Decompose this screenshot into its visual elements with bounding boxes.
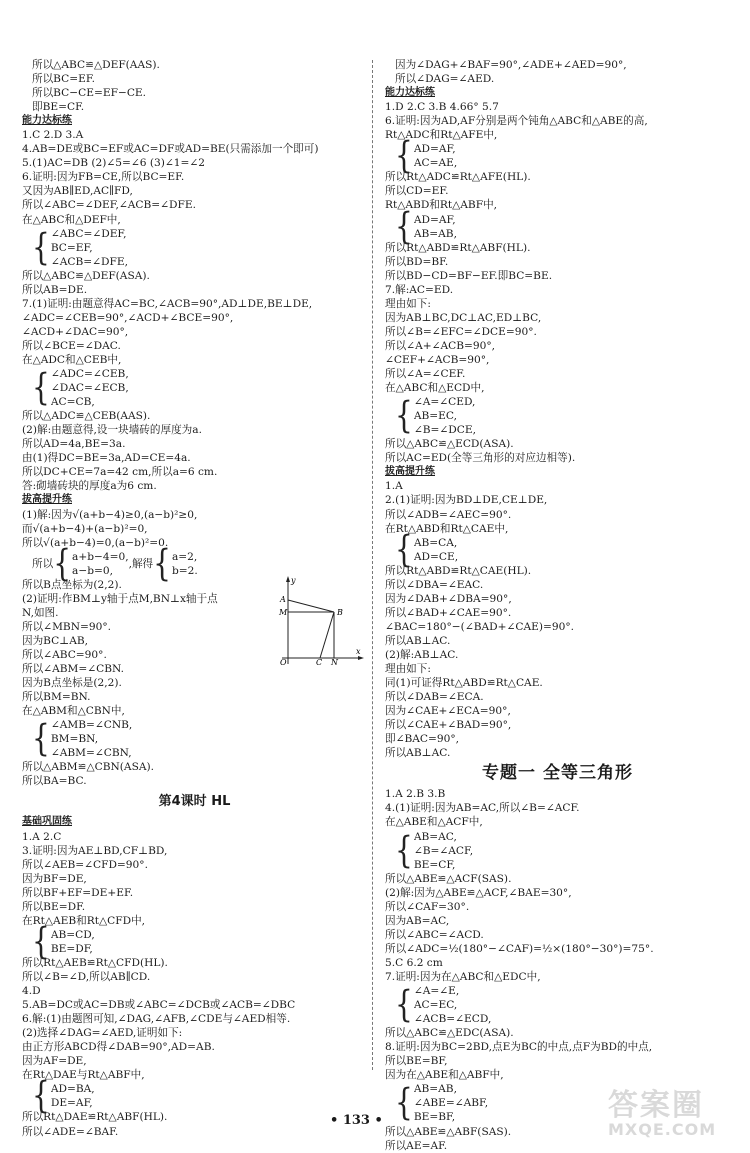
text-line: 所以BD=BF. <box>385 255 449 268</box>
text-line: 所以Rt△DAE≌Rt△ABF(HL). <box>22 1111 168 1124</box>
lblock9 <box>22 956 367 1082</box>
text-line: AD=AF, <box>413 143 456 156</box>
equation-system <box>385 830 730 872</box>
text-line: 因为AB=AC, <box>385 914 450 927</box>
text-line: AB=AB, <box>413 1083 457 1096</box>
section-heading: 基础巩固练 <box>22 816 72 828</box>
equation-system <box>22 227 367 269</box>
text-line: ∠ACD+∠DAC=90°, <box>22 325 129 338</box>
text-line: 所以∠CAF=30°. <box>385 900 470 913</box>
text-line: 所以BA=BC. <box>22 775 87 788</box>
text-line: 所以BM=BN. <box>22 691 91 704</box>
segment-BC <box>320 612 334 658</box>
text-line: ∠ABC=∠DEF, <box>50 227 127 240</box>
brace-icon: { <box>395 134 413 178</box>
lblock10 <box>22 1110 367 1138</box>
text-line: 5.C 6.2 cm <box>385 956 443 969</box>
text-line: 6.证明:因为FB=CE,所以BC=EF. <box>22 171 185 184</box>
text-line: 所以∠B=∠EFC=∠DCE=90°. <box>385 325 537 338</box>
text-line: Rt△ABD和Rt△ABF中, <box>385 199 498 212</box>
text-line: 答:砌墙砖块的厚度a为6 cm. <box>22 480 157 493</box>
text-line: (2)选择∠DAG=∠AED,证明如下: <box>22 1027 183 1040</box>
brace-icon: { <box>32 365 50 409</box>
text-line: 所以∠ABC=∠DEF,∠ACB=∠DFE. <box>22 199 196 212</box>
text-line: a−b=0, <box>72 564 113 577</box>
text-line: BM=BN, <box>50 733 99 746</box>
lblock4 <box>22 409 367 493</box>
y-axis-arrow-icon <box>286 576 290 582</box>
segment-AB <box>288 600 334 612</box>
text-line: 所以BD−CD=BF−EF.即BC=BE. <box>385 269 553 282</box>
text-line: 4.(1)证明:因为AB=AC,所以∠B=∠ACF. <box>385 802 580 815</box>
fig-label-C: C <box>316 658 323 666</box>
text-line: 在Rt△DAE与Rt△ABF中, <box>22 1069 145 1082</box>
text-line: 5.AB=DC或AC=DB或∠ABC=∠DCB或∠ACB=∠DBC <box>22 999 296 1012</box>
lblock7 <box>22 760 367 788</box>
brace-icon: { <box>32 919 50 963</box>
rblock7 <box>385 564 730 761</box>
text-line: 1.A 2.C <box>22 830 62 843</box>
text-line: AB=AB, <box>413 227 457 240</box>
text-line: 在Rt△ABD和Rt△CAE中, <box>385 522 509 535</box>
text-line: 所以Rt△ADC≌Rt△AFE(HL). <box>385 171 531 184</box>
right-column <box>385 58 730 1153</box>
text-line: N,如图. <box>22 606 59 619</box>
section-heading: 拔高提升练 <box>22 494 72 506</box>
text-line: 7.(1)证明:由题意得AC=BC,∠ACB=90°,AD⊥DE,BE⊥DE, <box>22 297 313 310</box>
text-line: AB=AC, <box>413 830 457 843</box>
x-axis-arrow-icon <box>358 656 364 660</box>
text-line: ∠A=∠E, <box>413 985 460 998</box>
text-line: ∠DAC=∠ECB, <box>50 382 129 395</box>
section-heading: 能力达标练 <box>385 87 435 99</box>
text-line: 所以△ABC≌△EDC(ASA). <box>385 1027 514 1040</box>
lblock5 <box>22 508 367 550</box>
text-line: BE=DF, <box>50 942 93 955</box>
text-line: ∠ACB=∠ECD, <box>413 1013 492 1026</box>
text-line: 由正方形ABCD得∠DAB=90°,AD=AB. <box>22 1041 215 1054</box>
brace-icon: { <box>153 541 171 585</box>
text-line: 所以∠MBN=90°. <box>22 620 111 633</box>
text-line: 4.AB=DE或BC=EF或AC=DF或AD=BE(只需添加一个即可) <box>22 143 319 156</box>
text-line: 所以AB⊥AC. <box>385 634 451 647</box>
text-line: ∠ACB=∠DFE, <box>50 255 128 268</box>
text-line: 所以DC+CE=7a=42 cm,所以a=6 cm. <box>22 466 218 479</box>
text-line: 3.证明:因为AE⊥BD,CF⊥BD, <box>22 844 168 857</box>
text-line: 因为B点坐标是(2,2). <box>22 677 122 690</box>
text-line: 所以AB⊥AC. <box>385 747 451 760</box>
text-line: 所以BC=EF. <box>32 73 95 86</box>
text-line: AD=BA, <box>50 1083 95 1096</box>
text-line: 因为BF=DE, <box>22 872 87 885</box>
text-line: AD=AF, <box>413 213 456 226</box>
text-line: BC=EF, <box>50 241 93 254</box>
text-line: 所以△ABE≌△ACF(SAS). <box>385 872 512 885</box>
text-line: (1)解:因为√(a+b−4)≥0,(a−b)²≥0, <box>22 508 198 521</box>
text-line: b=2. <box>171 564 198 577</box>
lblock8 <box>22 830 367 928</box>
text-line: 所以Rt△ABD≌Rt△CAE(HL). <box>385 564 532 577</box>
text-line: 6.解:(1)由题图可知,∠DAG,∠AFB,∠CDE与∠AED相等. <box>22 1013 291 1026</box>
brace-icon: { <box>32 1074 50 1118</box>
fig-label-y: y <box>291 576 296 585</box>
rblock3 <box>385 170 730 212</box>
text-line: ∠ADC=∠CEB, <box>50 368 129 381</box>
brace-icon: { <box>395 828 413 872</box>
text-line: ∠B=∠ACF, <box>413 844 474 857</box>
equation-system <box>22 367 367 409</box>
topic-title: 专题一 全等三角形 <box>482 763 633 784</box>
lblock2 <box>22 128 367 226</box>
text-line: (2)解:由题意得,设一块墙砖的厚度为a. <box>22 424 202 437</box>
text-line: 所以√(a+b−4)=0,(a−b)²=0. <box>22 536 169 549</box>
text-line: (2)解:AB⊥AC. <box>385 648 459 661</box>
text-line: 所以△ADC≌△CEB(AAS). <box>22 410 151 423</box>
text-line: 所以△ABM≌△CBN(ASA). <box>22 761 154 774</box>
fig-label-x: x <box>356 647 361 656</box>
text-line: a+b−4=0, <box>72 550 129 563</box>
text-line: 所以∠A=∠CEF. <box>385 368 466 381</box>
text-line: 所以Rt△AEB≌Rt△CFD(HL). <box>22 956 168 969</box>
text-line: 因为AF=DE, <box>22 1055 87 1068</box>
text-line: AC=CB, <box>50 396 95 409</box>
text-line: 1.A 2.B 3.B <box>385 788 446 801</box>
text-line: 即BE=CF. <box>32 101 85 114</box>
text-line: 同(1)可证得Rt△ABD≌Rt△CAE. <box>385 677 543 690</box>
text-line: DE=AF, <box>50 1097 93 1110</box>
rblock6 <box>385 479 730 535</box>
text-line: 所以△ABC≌△ECD(ASA). <box>385 438 514 451</box>
column-divider <box>372 60 373 1070</box>
watermark-logo <box>608 1080 738 1138</box>
text-line: 在△ABC和△ECD中, <box>385 382 485 395</box>
text-line: 5.(1)AC=DB (2)∠5=∠6 (3)∠1=∠2 <box>22 157 205 170</box>
text-line: 所以∠ABC=90°. <box>22 648 107 661</box>
rblock8 <box>385 787 730 829</box>
text-line: 所以△ABE≌△ABF(SAS). <box>385 1125 512 1138</box>
text-line: 而√(a+b−4)+(a−b)²=0, <box>22 522 148 535</box>
rblock10 <box>385 1026 730 1082</box>
text-line: 所以∠DBA=∠EAC. <box>385 578 484 591</box>
text-line: ∠B=∠DCE, <box>413 424 476 437</box>
text-line: 在△ABM和△CBN中, <box>22 705 125 718</box>
text-line: Rt△ADC和Rt△AFE中, <box>385 129 498 142</box>
coordinate-figure <box>278 574 366 666</box>
text-line: a=2, <box>171 550 198 563</box>
text-line: 1.A <box>385 480 403 493</box>
text-line: 7.解:AC=ED. <box>385 283 454 296</box>
text-line: 所以BE=BF, <box>385 1055 448 1068</box>
text-line: 因为∠CAE+∠ECA=90°, <box>385 705 511 718</box>
text-line: 因为AB⊥BC,DC⊥AC,ED⊥BC, <box>385 311 542 324</box>
brace-icon: { <box>32 225 50 269</box>
fig-label-O: O <box>280 658 287 666</box>
text-line: 8.证明:因为BC=2BD,点E为BC的中点,点F为BD的中点, <box>385 1041 653 1054</box>
watermark-url: MXQE.COM <box>608 1120 717 1139</box>
rblock1 <box>385 58 730 86</box>
text-line: 所以AC=ED(全等三角形的对应边相等). <box>385 452 576 465</box>
brace-icon: { <box>395 1081 413 1125</box>
text-line: ∠ADC=∠CEB=90°,∠ACD+∠BCE=90°, <box>22 311 234 324</box>
text-line: 所以BF+EF=DE+EF. <box>22 886 134 899</box>
text-line: 1.D 2.C 3.B 4.66° 5.7 <box>385 101 499 114</box>
text-line: AD=CE, <box>413 550 459 563</box>
equation-system <box>385 984 730 1026</box>
text-line: ∠ABM=∠CBN, <box>50 747 132 760</box>
text-line: 在△ABE和△ACF中, <box>385 816 483 829</box>
rblock9 <box>385 872 730 984</box>
text-line: AC=AE, <box>413 157 458 170</box>
text-line: 所以△ABC≌△DEF(AAS). <box>32 59 160 71</box>
text-line: 所以AB=DE. <box>22 283 88 296</box>
text-line: 所以∠ABC=∠ACD. <box>385 928 484 941</box>
text-line: 7.证明:因为在△ABC和△EDC中, <box>385 971 541 983</box>
text-line: 在△ABC和△DEF中, <box>22 213 121 226</box>
text-line: 又因为AB∥ED,AC∥FD, <box>22 185 133 198</box>
text-line: 所以∠DAB=∠ECA. <box>385 691 484 704</box>
sys-prefix: 所以 <box>32 557 54 570</box>
brace-icon: { <box>395 983 413 1026</box>
text-line: BE=BF, <box>413 1111 456 1124</box>
text-line: 所以∠BCE=∠DAC. <box>22 339 121 352</box>
text-line: 4.D <box>22 985 41 998</box>
fig-label-M: M <box>279 608 288 617</box>
text-line: 所以Rt△ABD≌Rt△ABF(HL). <box>385 241 531 254</box>
text-line: 所以△ABC≌△DEF(ASA). <box>22 269 150 282</box>
lblock3 <box>22 269 367 367</box>
text-line: 所以∠ADC=½(180°−∠CAF)=½×(180°−30°)=75°. <box>385 942 654 955</box>
text-line: ∠ABE=∠ABF, <box>413 1097 489 1110</box>
text-line: (2)证明:作BM⊥y轴于点M,BN⊥x轴于点 <box>22 592 218 605</box>
text-line: 2.(1)证明:因为BD⊥DE,CE⊥DE, <box>385 494 548 507</box>
text-line: BE=CF, <box>413 858 456 871</box>
rblock2 <box>385 100 730 142</box>
text-line: ∠BAC=180°−(∠BAD+∠CAE)=90°. <box>385 620 575 633</box>
section-heading: 能力达标练 <box>22 115 72 127</box>
text-line: 由(1)得DC=BE=3a,AD=CE=4a. <box>22 452 191 465</box>
text-line: 在△ADC和△CEB中, <box>22 353 122 366</box>
rblock5 <box>385 437 730 465</box>
fig-label-B: B <box>337 608 343 617</box>
text-line: AC=EC, <box>413 999 458 1012</box>
text-line: AB=CD, <box>50 928 95 941</box>
text-line: ∠CEF+∠ACB=90°, <box>385 353 490 366</box>
text-line: 理由如下: <box>385 297 431 310</box>
lblock1 <box>22 58 367 114</box>
text-line: ∠AMB=∠CNB, <box>50 719 133 732</box>
equation-system <box>22 718 367 760</box>
fig-label-A: A <box>280 595 286 604</box>
brace-icon: { <box>395 204 413 248</box>
text-line: 所以∠ABM=∠CBN. <box>22 663 124 676</box>
text-line: ∠A=∠CED, <box>413 396 476 409</box>
watermark-text: 答案圈 <box>608 1088 704 1123</box>
text-line: 所以∠A+∠ACB=90°, <box>385 339 496 352</box>
text-line: 所以∠DAG=∠AED. <box>395 73 495 86</box>
text-line: 1.C 2.D 3.A <box>22 129 84 142</box>
equation-system <box>385 395 730 437</box>
text-line: 因为BC⊥AB, <box>22 634 89 647</box>
text-line: 因为∠DAG+∠BAF=90°,∠ADE+∠AED=90°, <box>395 59 627 71</box>
page-number: • 133 • <box>330 1113 383 1128</box>
text-line: 所以∠B=∠D,所以AB∥CD. <box>22 971 151 983</box>
text-line: 所以∠ADE=∠BAF. <box>22 1125 119 1138</box>
brace-icon: { <box>395 394 413 437</box>
brace-icon: { <box>395 527 413 571</box>
text-line: 所以∠BAD+∠CAE=90°. <box>385 606 512 619</box>
text-line: 所以AE=AF. <box>385 1139 448 1152</box>
text-line: 所以∠ADB=∠AEC=90°. <box>385 508 512 521</box>
text-line: 因为∠DAB+∠DBA=90°, <box>385 592 512 605</box>
sys-mid: ,解得 <box>128 557 154 570</box>
text-line: 所以BE=DF. <box>22 900 86 913</box>
fig-label-N: N <box>331 658 338 666</box>
text-line: 因为在△ABE和△ABF中, <box>385 1069 504 1082</box>
text-line: 在Rt△AEB和Rt△CFD中, <box>22 914 146 927</box>
text-line: 所以∠AEB=∠CFD=90°. <box>22 858 148 871</box>
text-line: AB=EC, <box>413 410 457 423</box>
text-line: 所以∠CAE+∠BAD=90°, <box>385 719 512 732</box>
text-line: 所以B点坐标为(2,2). <box>22 578 122 591</box>
brace-icon: { <box>32 717 50 761</box>
text-line: AB=CA, <box>413 536 458 549</box>
lesson-title: 第4课时 HL <box>158 794 231 810</box>
text-line: 所以CD=EF. <box>385 185 449 198</box>
text-line: 6.证明:因为AD,AF分别是两个钝角△ABC和△ABE的高, <box>385 115 648 128</box>
text-line: 理由如下: <box>385 663 431 676</box>
text-line: (2)解:因为△ABE≌△ACF,∠BAE=30°, <box>385 886 572 899</box>
section-heading: 拔高提升练 <box>385 466 435 478</box>
text-line: 所以AD=4a,BE=3a. <box>22 438 126 451</box>
rblock4 <box>385 241 730 396</box>
text-line: 所以BC−CE=EF−CE. <box>32 87 147 100</box>
brace-icon: { <box>53 541 72 585</box>
text-line: 即∠BAC=90°, <box>385 733 460 746</box>
